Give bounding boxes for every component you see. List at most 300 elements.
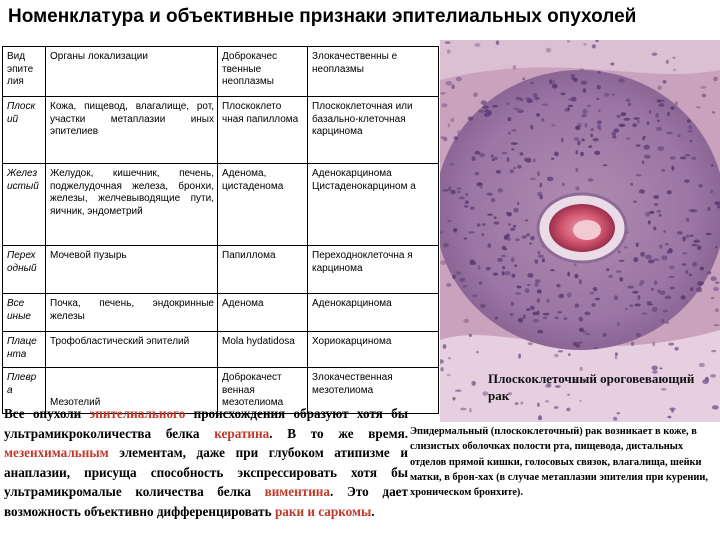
cell-nucleus bbox=[494, 216, 497, 219]
cell-nucleus bbox=[598, 71, 601, 75]
cell-nucleus bbox=[626, 99, 631, 103]
cell-nucleus bbox=[659, 290, 666, 295]
cell-nucleus bbox=[478, 110, 484, 113]
cell-malignant: Злокачественная мезотелиома bbox=[308, 368, 439, 414]
cell-malignant: Аденокарцинома bbox=[308, 294, 439, 332]
cell-nucleus bbox=[711, 297, 714, 299]
paragraph-text: . В то же время. bbox=[269, 425, 408, 441]
cell-nucleus bbox=[568, 353, 571, 356]
cell-nucleus bbox=[655, 113, 659, 118]
cell-nucleus bbox=[652, 53, 658, 56]
cell-nucleus bbox=[663, 310, 668, 313]
cell-nucleus bbox=[513, 65, 516, 70]
cell-nucleus bbox=[689, 274, 692, 277]
cell-nucleus bbox=[696, 106, 701, 108]
cell-nucleus bbox=[491, 154, 494, 158]
cell-nucleus bbox=[453, 397, 456, 400]
cell-nucleus bbox=[649, 110, 652, 114]
cell-nucleus bbox=[456, 77, 462, 82]
cell-nucleus bbox=[470, 207, 475, 210]
highlight-epithelial: эпителиального bbox=[89, 406, 186, 421]
cell-nucleus bbox=[506, 212, 509, 215]
cell-nucleus bbox=[442, 103, 448, 107]
cell-nucleus bbox=[674, 347, 678, 351]
cell-nucleus bbox=[594, 347, 597, 350]
cell-nucleus bbox=[713, 287, 719, 291]
highlight-cancers-sarcomas: раки и саркомы bbox=[274, 503, 372, 519]
cell-nucleus bbox=[658, 103, 664, 107]
cell-nucleus bbox=[571, 97, 577, 102]
cell-nucleus bbox=[691, 209, 697, 212]
cell-nucleus bbox=[484, 113, 490, 117]
paragraph-text: . Это дает возможность объективно дифференцировать bbox=[4, 484, 408, 519]
cell-nucleus bbox=[625, 308, 627, 310]
cell-nucleus bbox=[617, 412, 621, 414]
highlight-keratin: кератина bbox=[214, 425, 270, 441]
cell-nucleus bbox=[582, 109, 587, 114]
cell-nucleus bbox=[713, 77, 718, 82]
cell-nucleus bbox=[693, 240, 700, 243]
cell-nucleus bbox=[670, 287, 675, 290]
cell-nucleus bbox=[666, 60, 669, 64]
cell-nucleus bbox=[454, 136, 459, 140]
cell-nucleus bbox=[515, 239, 520, 241]
cell-nucleus bbox=[533, 158, 536, 162]
cell-nucleus bbox=[661, 255, 667, 260]
cell-nucleus bbox=[530, 82, 534, 84]
cell-nucleus bbox=[540, 183, 543, 188]
cell-nucleus bbox=[682, 252, 687, 254]
cell-nucleus bbox=[508, 132, 511, 135]
cell-organs: Мезотелий bbox=[46, 368, 218, 414]
cell-nucleus bbox=[696, 287, 702, 292]
cell-nucleus bbox=[584, 312, 590, 316]
cell-nucleus bbox=[714, 324, 719, 326]
cell-nucleus bbox=[656, 127, 662, 131]
cell-nucleus bbox=[440, 92, 445, 94]
cell-nucleus bbox=[616, 115, 621, 119]
cell-organs: Кожа, пищевод, влагалище, рот, участки метаплазии иных эпителиев bbox=[46, 97, 218, 164]
cell-nucleus bbox=[668, 343, 674, 346]
cell-nucleus bbox=[595, 298, 600, 300]
cell-nucleus bbox=[659, 244, 662, 248]
cell-nucleus bbox=[443, 243, 449, 248]
cell-nucleus bbox=[511, 274, 515, 278]
cell-nucleus bbox=[517, 165, 522, 169]
cell-malignant: Аденокарцинома Цистаденокарцином а bbox=[308, 164, 439, 246]
cell-nucleus bbox=[479, 153, 485, 157]
cell-nucleus bbox=[663, 321, 670, 323]
cell-nucleus bbox=[618, 78, 625, 82]
cell-nucleus bbox=[692, 262, 697, 267]
cell-nucleus bbox=[594, 151, 600, 155]
cell-nucleus bbox=[537, 171, 540, 176]
cell-nucleus bbox=[440, 260, 446, 265]
cell-nucleus bbox=[612, 93, 615, 96]
cell-nucleus bbox=[621, 112, 627, 116]
cell-nucleus bbox=[667, 112, 670, 116]
cell-nucleus bbox=[631, 342, 634, 347]
cell-nucleus bbox=[597, 85, 601, 90]
cell-nucleus bbox=[671, 408, 674, 413]
cell-nucleus bbox=[468, 231, 475, 233]
cell-nucleus bbox=[612, 136, 616, 139]
cell-nucleus bbox=[518, 354, 521, 359]
paragraph-text: Все опухоли bbox=[4, 406, 90, 421]
cell-nucleus bbox=[590, 134, 593, 138]
cell-nucleus bbox=[700, 86, 706, 89]
cell-nucleus bbox=[511, 142, 518, 145]
cell-nucleus bbox=[447, 374, 451, 376]
cell-nucleus bbox=[636, 144, 641, 146]
cell-nucleus bbox=[682, 236, 685, 241]
cell-nucleus bbox=[567, 40, 570, 42]
cell-nucleus bbox=[525, 97, 531, 100]
cell-nucleus bbox=[554, 354, 559, 358]
cell-nucleus bbox=[651, 288, 654, 291]
cell-nucleus bbox=[482, 233, 484, 236]
cell-nucleus bbox=[656, 210, 661, 213]
cell-organs: Желудок, кишечник, печень, поджелудочная железа, бронхи, железы, желчевыводящие пути, яичник, эндометрий bbox=[46, 164, 218, 246]
cell-nucleus bbox=[608, 275, 612, 278]
cell-nucleus bbox=[604, 93, 609, 97]
cell-nucleus bbox=[507, 238, 511, 241]
keratin-vimentin-paragraph bbox=[4, 404, 408, 521]
cell-nucleus bbox=[685, 154, 690, 156]
cell-nucleus bbox=[478, 265, 481, 270]
cell-nucleus bbox=[476, 182, 482, 186]
table-row bbox=[3, 332, 439, 368]
cell-nucleus bbox=[560, 93, 565, 96]
cell-nucleus bbox=[541, 118, 544, 121]
cell-nucleus bbox=[575, 344, 581, 348]
cell-nucleus bbox=[568, 105, 574, 107]
cell-type: Плаце нта bbox=[3, 332, 46, 368]
cell-nucleus bbox=[445, 81, 452, 86]
header-epithelium-type: Вид эпите лия bbox=[3, 47, 46, 97]
cell-nucleus bbox=[551, 124, 555, 126]
cell-nucleus bbox=[534, 282, 538, 287]
cell-nucleus bbox=[469, 334, 472, 337]
cell-nucleus bbox=[678, 134, 681, 137]
cell-nucleus bbox=[460, 408, 466, 411]
table-row bbox=[3, 97, 439, 164]
cell-nucleus bbox=[697, 281, 704, 285]
cell-nucleus bbox=[491, 198, 496, 202]
cell-nucleus bbox=[450, 118, 454, 122]
cell-nucleus bbox=[698, 184, 702, 187]
cell-nucleus bbox=[510, 228, 515, 231]
cell-nucleus bbox=[472, 156, 476, 161]
cell-nucleus bbox=[632, 123, 637, 127]
cell-nucleus bbox=[647, 121, 650, 125]
cell-nucleus bbox=[529, 243, 532, 245]
cell-nucleus bbox=[613, 417, 617, 421]
cell-nucleus bbox=[552, 84, 558, 89]
cell-nucleus bbox=[715, 246, 718, 248]
page-title: Номенклатура и объективные признаки эпителиальных опухолей bbox=[8, 6, 637, 27]
cell-nucleus bbox=[451, 84, 455, 89]
cell-nucleus bbox=[578, 123, 582, 127]
cell-nucleus bbox=[464, 238, 467, 240]
cell-nucleus bbox=[546, 299, 549, 303]
cell-nucleus bbox=[639, 189, 645, 193]
cell-nucleus bbox=[715, 308, 719, 312]
cell-nucleus bbox=[685, 270, 688, 274]
header-malignant: Злокачественны е неоплазмы bbox=[308, 47, 439, 97]
cell-nucleus bbox=[511, 148, 514, 150]
cell-nucleus bbox=[592, 44, 596, 48]
cell-nucleus bbox=[494, 221, 500, 224]
cell-nucleus bbox=[636, 243, 639, 247]
cell-nucleus bbox=[448, 123, 450, 127]
cell-nucleus bbox=[681, 295, 686, 299]
cell-nucleus bbox=[492, 105, 498, 108]
cell-nucleus bbox=[611, 132, 615, 136]
cell-nucleus bbox=[617, 322, 620, 326]
cell-nucleus bbox=[657, 100, 661, 103]
cell-nucleus bbox=[547, 177, 554, 182]
cell-nucleus bbox=[501, 255, 506, 257]
cell-nucleus bbox=[530, 236, 535, 240]
cell-nucleus bbox=[644, 155, 650, 159]
cell-nucleus bbox=[571, 74, 576, 76]
cell-nucleus bbox=[517, 202, 519, 205]
cell-nucleus bbox=[441, 136, 445, 139]
cell-nucleus bbox=[574, 274, 578, 279]
cell-nucleus bbox=[667, 416, 671, 419]
cell-nucleus bbox=[528, 342, 533, 345]
cell-nucleus bbox=[446, 283, 451, 287]
cell-nucleus bbox=[624, 118, 631, 121]
cell-nucleus bbox=[562, 183, 565, 186]
cell-nucleus bbox=[653, 195, 659, 199]
cell-nucleus bbox=[640, 280, 644, 285]
cell-nucleus bbox=[513, 167, 516, 170]
cell-nucleus bbox=[661, 169, 665, 172]
cell-nucleus bbox=[522, 235, 528, 238]
cell-nucleus bbox=[657, 86, 662, 90]
cell-nucleus bbox=[538, 280, 541, 283]
cell-nucleus bbox=[502, 271, 505, 275]
cell-nucleus bbox=[447, 220, 451, 222]
cell-nucleus bbox=[615, 352, 618, 355]
cell-nucleus bbox=[597, 125, 601, 129]
cell-nucleus bbox=[588, 145, 592, 148]
cell-type: Перех одный bbox=[3, 246, 46, 294]
cell-nucleus bbox=[700, 267, 704, 271]
cell-nucleus bbox=[636, 174, 642, 176]
cell-nucleus bbox=[642, 160, 645, 164]
cell-nucleus bbox=[479, 281, 483, 284]
cell-nucleus bbox=[712, 111, 716, 113]
cell-nucleus bbox=[657, 146, 664, 151]
cell-nucleus bbox=[518, 318, 524, 323]
cell-nucleus bbox=[591, 303, 595, 307]
cell-nucleus bbox=[706, 233, 712, 236]
cell-nucleus bbox=[684, 179, 690, 182]
cell-nucleus bbox=[493, 157, 497, 161]
cell-nucleus bbox=[464, 205, 469, 207]
cell-nucleus bbox=[459, 196, 466, 199]
cell-nucleus bbox=[642, 313, 647, 315]
cell-nucleus bbox=[585, 333, 591, 336]
cell-nucleus bbox=[463, 285, 467, 288]
cell-nucleus bbox=[673, 69, 676, 71]
cell-nucleus bbox=[543, 317, 548, 320]
cell-nucleus bbox=[652, 342, 655, 346]
cell-nucleus bbox=[561, 138, 563, 143]
cell-type: Все иные bbox=[3, 294, 46, 332]
cell-nucleus bbox=[470, 262, 477, 265]
cell-nucleus bbox=[506, 102, 509, 105]
cell-type: Плевр а bbox=[3, 368, 46, 414]
cell-nucleus bbox=[480, 304, 486, 309]
cell-nucleus bbox=[688, 130, 693, 132]
cell-nucleus bbox=[517, 109, 524, 113]
cell-nucleus bbox=[502, 152, 508, 154]
cell-nucleus bbox=[445, 41, 451, 43]
cell-nucleus bbox=[571, 76, 575, 80]
cell-nucleus bbox=[579, 317, 584, 322]
cell-nucleus bbox=[691, 244, 697, 247]
table-row bbox=[3, 164, 439, 246]
cell-nucleus bbox=[488, 243, 492, 248]
cell-nucleus bbox=[648, 220, 651, 224]
cell-nucleus bbox=[465, 193, 468, 196]
cell-nucleus bbox=[537, 311, 540, 316]
cell-nucleus bbox=[483, 106, 489, 109]
cell-nucleus bbox=[581, 114, 587, 118]
cell-nucleus bbox=[715, 282, 719, 284]
cell-nucleus bbox=[581, 139, 585, 142]
cell-nucleus bbox=[619, 260, 625, 262]
cell-nucleus bbox=[538, 255, 544, 258]
cell-type: Плоск ий bbox=[3, 97, 46, 164]
cell-nucleus bbox=[457, 187, 462, 189]
cell-nucleus bbox=[665, 296, 672, 300]
cell-nucleus bbox=[652, 307, 658, 312]
cell-nucleus bbox=[502, 246, 507, 251]
cell-nucleus bbox=[525, 219, 528, 221]
cell-nucleus bbox=[463, 319, 469, 323]
cell-nucleus bbox=[618, 250, 621, 253]
cell-nucleus bbox=[487, 193, 493, 196]
cell-nucleus bbox=[537, 330, 543, 334]
cell-nucleus bbox=[689, 125, 692, 129]
cell-nucleus bbox=[587, 105, 592, 107]
cell-nucleus bbox=[643, 145, 650, 150]
table-row bbox=[3, 294, 439, 332]
highlight-mesenchymal: мезенхимальным bbox=[4, 445, 109, 460]
cell-nucleus bbox=[542, 104, 548, 106]
cell-nucleus bbox=[542, 258, 545, 262]
cell-nucleus bbox=[504, 271, 511, 275]
cell-nucleus bbox=[524, 158, 527, 162]
cell-nucleus bbox=[633, 117, 639, 120]
cell-nucleus bbox=[680, 156, 686, 159]
table-row bbox=[3, 246, 439, 294]
cell-nucleus bbox=[581, 81, 588, 85]
cell-nucleus bbox=[498, 188, 503, 192]
cell-nucleus bbox=[668, 276, 674, 278]
cell-nucleus bbox=[642, 137, 645, 140]
cell-nucleus bbox=[442, 189, 449, 192]
cell-nucleus bbox=[614, 295, 618, 300]
header-benign: Доброкачес твенные неоплазмы bbox=[218, 47, 308, 97]
cell-nucleus bbox=[482, 223, 486, 226]
cell-nucleus bbox=[457, 130, 461, 135]
cell-benign: Аденома bbox=[218, 294, 308, 332]
cell-nucleus bbox=[511, 302, 514, 306]
cell-nucleus bbox=[662, 319, 665, 323]
cell-nucleus bbox=[474, 43, 480, 47]
cell-nucleus bbox=[579, 68, 584, 71]
cell-malignant: Плоскоклеточная или базально-клеточная карцинома bbox=[308, 97, 439, 164]
cell-nucleus bbox=[577, 141, 580, 146]
cell-nucleus bbox=[480, 186, 483, 188]
cell-nucleus bbox=[520, 152, 524, 155]
cell-nucleus bbox=[690, 287, 693, 291]
cell-nucleus bbox=[654, 258, 660, 261]
cell-nucleus bbox=[530, 306, 535, 310]
cell-nucleus bbox=[686, 235, 689, 239]
cell-nucleus bbox=[619, 277, 623, 281]
cell-nucleus bbox=[497, 258, 503, 262]
cell-nucleus bbox=[576, 150, 579, 154]
cell-malignant: Хориокарцинома bbox=[308, 332, 439, 368]
cell-nucleus bbox=[648, 259, 655, 263]
cell-nucleus bbox=[554, 152, 559, 157]
cell-nucleus bbox=[452, 275, 456, 279]
cell-nucleus bbox=[616, 270, 621, 272]
cell-nucleus bbox=[551, 158, 554, 160]
cell-nucleus bbox=[533, 319, 540, 323]
cell-nucleus bbox=[645, 212, 650, 217]
cell-nucleus bbox=[645, 255, 652, 260]
cell-nucleus bbox=[615, 355, 618, 359]
cell-nucleus bbox=[502, 266, 505, 270]
cell-nucleus bbox=[554, 406, 558, 409]
cell-malignant: Переходноклеточна я карцинома bbox=[308, 246, 439, 294]
cell-nucleus bbox=[538, 415, 542, 420]
cell-nucleus bbox=[457, 191, 461, 193]
cell-nucleus bbox=[654, 280, 657, 285]
cell-nucleus bbox=[686, 218, 689, 222]
cell-nucleus bbox=[534, 259, 538, 264]
cell-nucleus bbox=[507, 157, 510, 162]
histology-photo bbox=[440, 40, 720, 422]
cell-nucleus bbox=[537, 298, 540, 302]
cell-nucleus bbox=[699, 363, 705, 367]
cell-nucleus bbox=[672, 57, 676, 59]
cell-nucleus bbox=[665, 243, 668, 246]
cell-nucleus bbox=[496, 40, 500, 45]
cell-benign: Mola hydatidosa bbox=[218, 332, 308, 368]
cell-organs: Мочевой пузырь bbox=[46, 246, 218, 294]
cell-nucleus bbox=[630, 183, 633, 186]
cell-nucleus bbox=[634, 303, 641, 306]
paragraph-text: происхождения образуют хотя бы ультрамикроколичества белка bbox=[4, 406, 408, 441]
cell-nucleus bbox=[472, 294, 477, 297]
cell-nucleus bbox=[550, 269, 554, 271]
cell-nucleus bbox=[495, 316, 498, 319]
cell-nucleus bbox=[440, 367, 443, 371]
cell-benign: Плоскоклето чная папиллома bbox=[218, 97, 308, 164]
cell-nucleus bbox=[670, 156, 676, 160]
cell-nucleus bbox=[450, 190, 455, 194]
cell-nucleus bbox=[574, 264, 577, 266]
